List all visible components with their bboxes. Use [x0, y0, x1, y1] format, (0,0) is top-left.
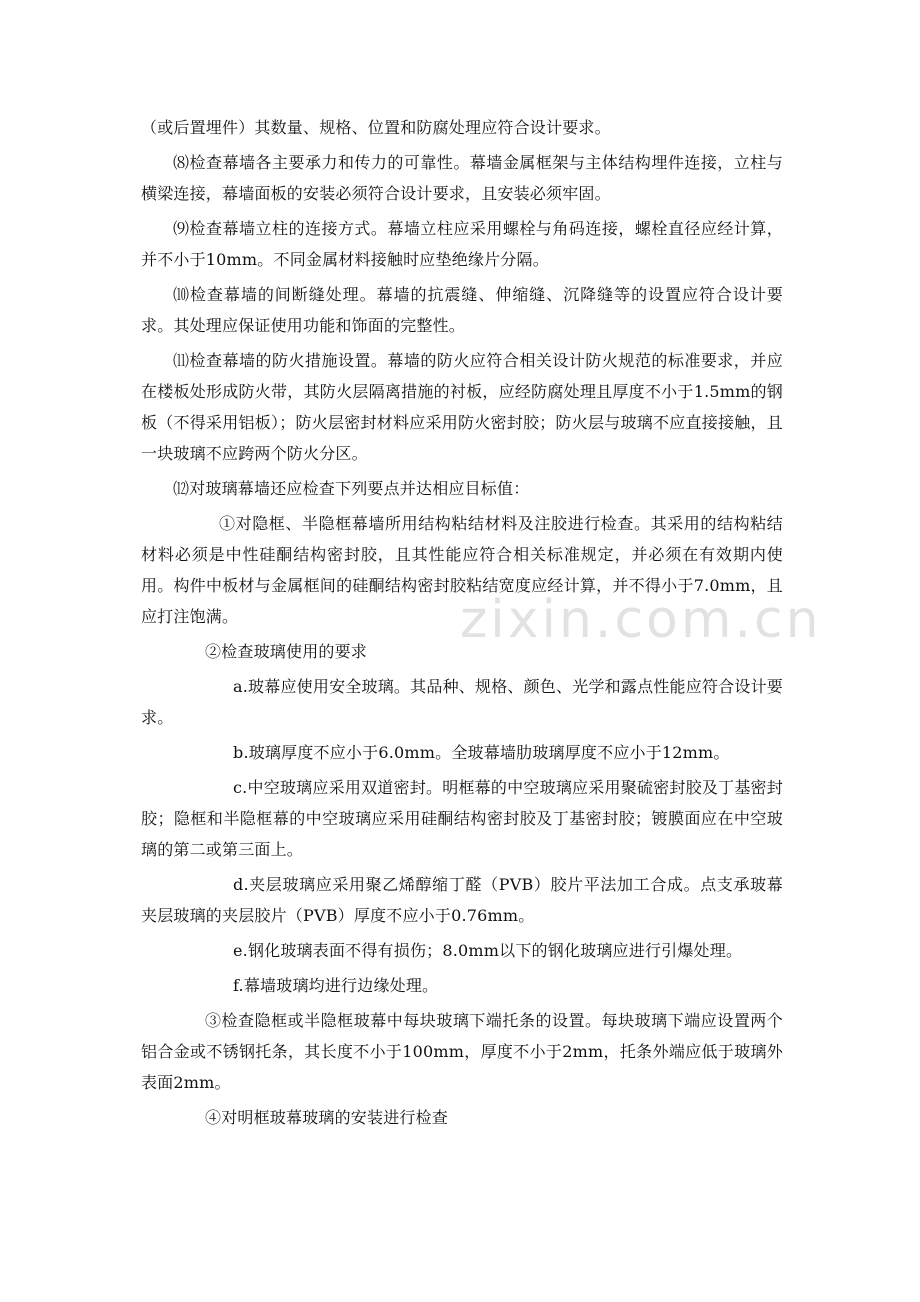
paragraph-circled-4: ④对明框玻幕玻璃的安装进行检查: [205, 1108, 449, 1127]
paragraph-item-8: ⑻检查幕墙各主要承力和传力的可靠性。幕墙金属框架与主体结构埋件连接，立柱与横梁连接，幕墙面板的安装必须符合设计要求，且安装必须牢固。: [141, 153, 783, 203]
paragraph-item-11: ⑾检查幕墙的防火措施设置。幕墙的防火应符合相关设计防火规范的标准要求，并应在楼板处形成防火带，其防火层隔离措施的衬板，应经防腐处理且厚度不小于1.5mm的钢板（不得采用铝板）；防火层密封材料应采用防火密封胶；防火层与玻璃不应直接接触，且一块玻璃不应跨两个防火分区。: [141, 351, 783, 463]
paragraph-sub-c: c.中空玻璃应采用双道密封。明框幕的中空玻璃应采用聚硫密封胶及丁基密封胶；隐框和半隐框幕的中空玻璃应采用硅酮结构密封胶及丁基密封胶；镀膜面应在中空玻璃的第二或第三面上。: [141, 778, 783, 859]
document-body: [141, 112, 783, 1137]
paragraph-circled-1: ①对隐框、半隐框幕墙所用结构粘结材料及注胶进行检查。其采用的结构粘结材料必须是中性硅酮结构密封胶，且其性能应符合相关标准规定，并必须在有效期内使用。构件中板材与金属框间的硅酮结构密封胶粘结宽度应经计算，并不得小于7.0mm，且应打注饱满。: [141, 514, 783, 626]
paragraph-intro: （或后置埋件）其数量、规格、位置和防腐处理应符合设计要求。: [141, 118, 611, 137]
paragraph-sub-b: b.玻璃厚度不应小于6.0mm。全玻幕墙肋玻璃厚度不应小于12mm。: [233, 743, 730, 762]
paragraph-item-12: ⑿对玻璃幕墙还应检查下列要点并达相应目标值：: [173, 479, 530, 498]
paragraph-sub-f: f.幕墙玻璃均进行边缘处理。: [233, 976, 439, 995]
paragraph-item-10: ⑽检查幕墙的间断缝处理。幕墙的抗震缝、伸缩缝、沉降缝等的设置应符合设计要求。其处理应保证使用功能和饰面的完整性。: [141, 285, 783, 335]
paragraph-sub-e: e.钢化玻璃表面不得有损伤；8.0mm以下的钢化玻璃应进行引爆处理。: [233, 941, 743, 960]
paragraph-sub-d: d.夹层玻璃应采用聚乙烯醇缩丁醛（PVB）胶片平法加工合成。点支承玻幕夹层玻璃的夹层胶片（PVB）厚度不应小于0.76mm。: [141, 875, 783, 925]
paragraph-item-9: ⑼检查幕墙立柱的连接方式。幕墙立柱应采用螺栓与角码连接，螺栓直径应经计算，并不小于10mm。不同金属材料接触时应垫绝缘片分隔。: [141, 219, 783, 269]
watermark-text: zixin.com.cn: [460, 590, 822, 650]
paragraph-circled-2: ②检查玻璃使用的要求: [205, 642, 368, 661]
paragraph-circled-3: ③检查隐框或半隐框玻幕中每块玻璃下端托条的设置。每块玻璃下端应设置两个铝合金或不锈钢托条，其长度不小于100mm，厚度不小于2mm，托条外端应低于玻璃外表面2mm。: [141, 1011, 783, 1092]
paragraph-sub-a: a.玻幕应使用安全玻璃。其品种、规格、颜色、光学和露点性能应符合设计要求。: [141, 677, 783, 727]
